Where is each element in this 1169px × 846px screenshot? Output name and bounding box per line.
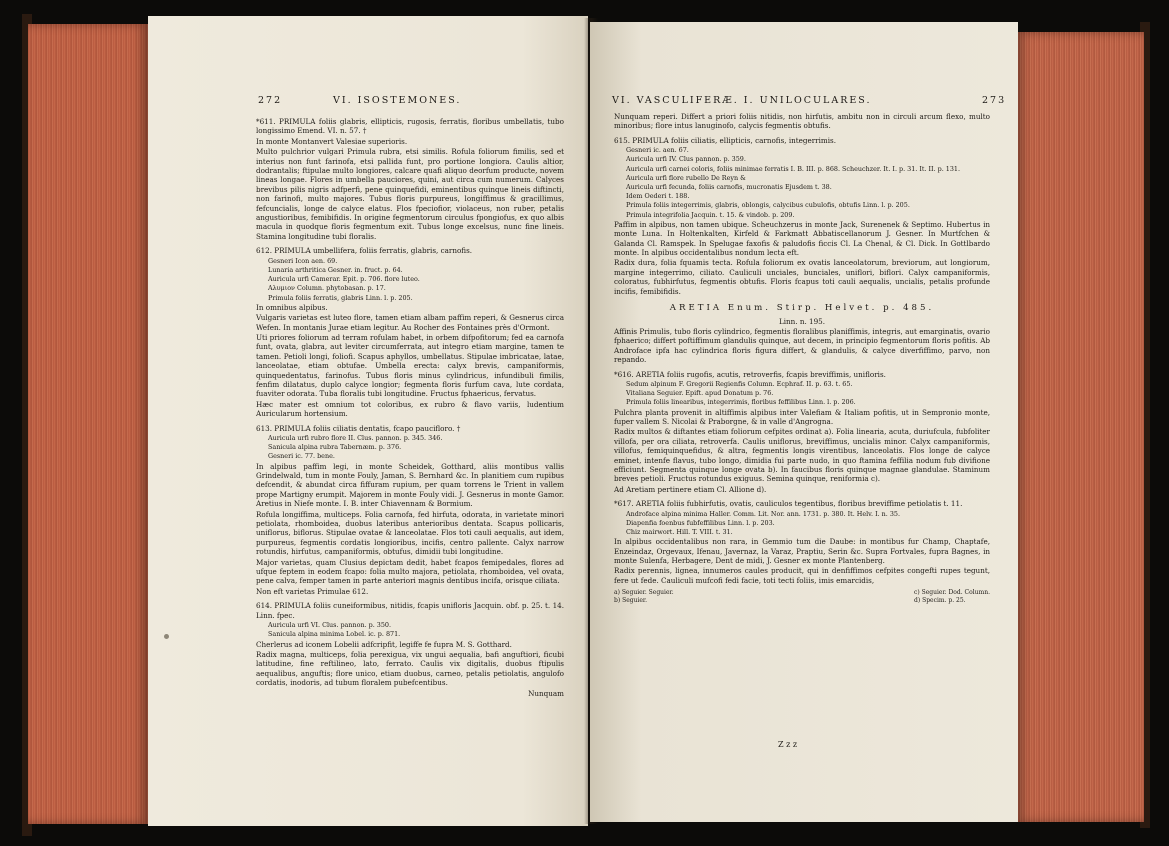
right-paragraph: *616. ARETIA foliis rugofis, acutis, retroverfis, fcapis breviffimis, unifloris.	[614, 369, 886, 379]
footnote: a) Seguier. Seguier.	[614, 589, 674, 597]
paper-hole	[164, 634, 169, 639]
left-paragraph: Non eft varietas Primulae 612.	[256, 586, 369, 596]
left-paragraph: Major varietas, quam Clusius depictam dedit, habet fcapos femipedales, flores ad ufque feptem in eodem fcapo: folia multo majora, petiolata, rhomboidea, vel ovata, pene calva, femper tamen in parte anteriori magnis dentibus incifa, orisque ciliata.	[256, 557, 564, 586]
left-paragraph: Gesneri Icon aen. 69.	[268, 256, 338, 265]
left-paragraph: Auricula urfi VI. Clus. pannon. p. 350.	[268, 621, 392, 630]
left-paragraph: Hæc mater est omnium tot coloribus, ex rubro & flavo variis, ludentium Auricularum hortensium.	[256, 399, 564, 419]
right-page	[590, 22, 1018, 822]
right-paragraph: Auricula urfi IV. Clus pannon. p. 359.	[626, 155, 746, 164]
left-paragraph: Sanicula alpina minima Lobel. ic. p. 871.	[268, 630, 401, 639]
left-page-number: 272	[258, 95, 283, 106]
footnote-group	[614, 589, 674, 604]
right-paragraph: Chiz mairwort. Hill. T. VIII. t. 31.	[626, 528, 733, 537]
left-text-column	[256, 112, 564, 699]
right-paragraph: Ad Aretiam pertinere etiam Cl. Allione d).	[614, 484, 767, 494]
right-paragraph: Auricula urfi flore rubello De Reyn &	[626, 173, 746, 182]
right-paragraph: Pulchra planta provenit in altiffimis alpibus inter Valefiam & Italiam pofitis, ut in Sempronio monte, fuper vallem S. Nicolai & Praborgne, & in valle d'Angrogna.	[614, 407, 990, 426]
footnotes	[614, 589, 990, 604]
right-paragraph: Radix multos & diftantes etiam foliorum cefpites ordinat a). Folia linearia, acuta, duriufcula, fubfoliter villofa, per ora ciliata, retroverfa. Caulis uniflorus, breviffimus, uncialis minor. Calyx campaniformis, villofus, femiquinquefidus, & altra, fegmentis longis virentibus, lanceolatis. Flos longe de calyce eminet, intenfe flavus, tubo longo, dimidia fui parte nudo, in quo ftamina feffilia nodum fub divifione efficiunt. Segmenta quinque longe ovata b). In faucibus floris quinque magnae glandulae. Staminum breves petioli. Fructus rotundus exiguus. Semina quinque, reniformia c).	[614, 427, 990, 484]
left-paragraph: In omnibus alpibus.	[256, 302, 328, 312]
right-paragraph: Paffim in alpibus, non tamen ubique. Scheuchzerus in monte Jack, Surenenek & Septimo. Hubertus in monte Luna. In Holtenkalten, Kirfeld & Farkmatt Abbatiscellanorum J. Gesner. In Murtfchen & Galanda Cl. Ramspek. In Spelugae faxofis & paludofis ficcis Cl. La Chenal, & Cl. Dick. In Gottlbardo monte. In alpibus occidentalibus nondum lecta eft.	[614, 219, 990, 258]
left-paragraph: Αλυμιον Column. phytobasan. p. 17.	[268, 284, 386, 293]
left-paragraph: 614. PRIMULA foliis cuneiformibus, nitidis, fcapis unifloris Jacquin. obf. p. 25. t. 14. Linn. fpec.	[256, 601, 564, 620]
right-paragraph: Nunquam reperi. Differt a priori foliis nitidis, non hirfutis, ambitu non in circuli arcum flexo, multo minoribus; flore intus lanuginofo, calycis fegmentis obtufis.	[614, 112, 990, 131]
right-page-number: 273	[982, 95, 1007, 106]
right-paragraph: Sedum alpinum F. Gregorii Regienfis Column. Ecphraf. II. p. 63. t. 65.	[626, 379, 853, 388]
right-running-head: VI. VASCULIFERÆ. I. UNILOCULARES.	[612, 95, 872, 106]
right-paragraph: ARETIA Enum. Stirp. Helvet. p. 485.	[669, 303, 935, 314]
right-paragraph: Androface alpina minima Haller. Comm. Lit. Nor. ann. 1731. p. 380. It. Helv. I. n. 35.	[626, 509, 901, 518]
left-paragraph: 613. PRIMULA foliis ciliatis dentatis, fcapo paucifloro. †	[256, 423, 461, 433]
left-paragraph: Primula foliis ferratis, glabris Linn. l. p. 205.	[268, 293, 413, 302]
footnote: d) Specim. p. 25.	[914, 596, 966, 604]
right-paragraph: Radix dura, folia fquamis tecta. Rofula foliorum ex ovatis lanceolatorum, breviorum, aut longiorum, margine integerrimo, ciliato. Cauliculi unciales, bunciales, uniflori, biflori. Calyx campaniformis, coloratus, fubhirfutus, fegmentis obtufis. Floris fcapus toti cauli aequalis, uncialis, petalis profunde incifis, femibifidis.	[614, 258, 990, 296]
right-paragraph: In alpibus occidentalibus non rara, in Gemmio tum die Daube: in montibus fur Champ, Chaptafe, Enzeindaz, Orgevaux, Ifenau, Javernaz, la Varaz, Praptiu, Serin &c. Supra Fortvales, fupra Bagnes, in monte Sulenfa, Herbagere, Dent de midi, J. Gesner ex monte Plantenberg.	[614, 537, 990, 566]
left-paragraph: Uti priores foliorum ad terram rofulam habet, in orbem difpofitorum; fed ea carnofa funt, ovata, glabra, aut leviter circumferrata, aut integro etiam margine, tamen te tamen. Petioli longi, foliofi. Scapus aphyllos, umbellatus. Stipulae imbricatae, latae, lanceolatae, etiam obtufae. Umbella erecta: calyx brevis, campaniformis, quinquedentatus, farinofus. Tubus floris minus cylindricus, infundibuli fimilis, fenfim dilatatus, duplo calyce longior; fegmenta floris furfum cava, lute cordata, fuaviter odorata. Tuba floralis tubi longitudine. Fructus fphaericus, fervatus.	[256, 332, 564, 399]
right-paragraph: Auricula urfi fecunda, foliis carnofis, mucronatis Ejusdem t. 38.	[626, 183, 832, 192]
footnote-group	[914, 589, 990, 604]
left-page	[148, 16, 588, 826]
right-paragraph: Primula foliis integerrimis, glabris, oblongis, calycibus cubulofis, obtufis Linn. l. p. 205.	[626, 201, 910, 210]
right-paragraph: Linn. n. 195.	[778, 316, 826, 326]
right-paragraph: 615. PRIMULA foliis ciliatis, ellipticis, carnofis, integerrimis.	[614, 135, 837, 145]
page-edges-left	[28, 24, 148, 824]
right-paragraph: Gesneri ic. aen. 67.	[626, 146, 689, 155]
left-paragraph: Gesneri ic. 77. bene.	[268, 452, 335, 461]
page-edges-right	[1016, 32, 1144, 822]
right-paragraph: Primula foliis linearibus, integerrimis, floribus feffilibus Linn. l. p. 206.	[626, 398, 856, 407]
left-paragraph: Vulgaris varietas est luteo flore, tamen etiam albam paffim reperi, & Gesnerus circa Wefen. In montanis Jurae etiam legitur. Au Rocher des Fontaines près d'Ormont.	[256, 313, 564, 332]
signature-mark: Z z z	[778, 740, 798, 749]
right-paragraph: Idem Oederi t. 188.	[626, 192, 690, 201]
right-text-column	[614, 112, 990, 604]
left-paragraph: In monte Montanvert Valesiae superioris.	[256, 136, 408, 146]
right-paragraph: Radix perennis, lignea, innumeros caules producit, qui in denfiffimos cefpites congefti rupes tegunt, fere ut fede. Cauliculi mufcofi fedi facie, toti tecti foliis, imis emarcidis,	[614, 566, 990, 585]
left-paragraph: Radix magna, multiceps, folia perexigua, vix ungui aequalia, bafi anguftiori, ficubi latitudine, fine reftilineo, lato, ferrato. Caulis vix digitalis, duobus ftipulis aequalibus, anguftis; flore unico, etiam duobus, carneo, petalis petiolatis, angulofo cordatis, inodoris, ad tubum floralem pubefcentibus.	[256, 649, 564, 688]
left-paragraph: In alpibus paffim legi, in monte Scheidek, Gotthard, aliis montibus vallis Grindelwald, tum in monte Fouly, Jaman, S. Bernhard &c. In planitiem cum rupibus defcendit, & abundat circa fiffuram rupium, per quam torrens le Trient in vallem prope Martigny erumpit. Majorem in monte Fouly vidi. J. Gesnerus in monte Gamor. Aretius in Niefe monte. I. B. inter Chiavennam & Bormium.	[256, 461, 564, 509]
footnote: b) Seguier.	[614, 596, 648, 604]
left-paragraph: Auricula urfi Camerar. Epit. p. 706. flore luteo.	[268, 275, 420, 284]
left-paragraph: Cherlerus ad iconem Lobelii adfcripfit, legiffe fe fupra M. S. Gotthard.	[256, 639, 512, 649]
catchword: Nunquam	[528, 688, 564, 698]
right-paragraph: Diapenfia foenbus fubfeffilibus Linn. l. p. 203.	[626, 518, 775, 527]
left-paragraph: *611. PRIMULA foliis glabris, ellipticis, rugosis, ferratis, floribus umbellatis, tubo longissimo Emend. VI. n. 57. †	[256, 117, 564, 136]
left-paragraph: Multo pulchrior vulgari Primula rubra, etsi similis. Rofula foliorum fimilis, sed et interius non funt farinofa, etsi pallida funt, pro portione longiora. Caulis altior, dodrantalis; ftipulae multo longiores, calcare quafi aliquo deorfum producte, novem lineas longae. Flores in umbella pauciores, quini, aut circa cum numerum. Calyces brevibus pilis nigris adfperfi, pene quinquefidi, eminentibus quinque lineis diftincti, non farinofi, multo majores. Tubus floris purpureus, longiffimus & gracillimus, fefcuncialis, longe de calyce elatus. Flos fpeciofior, violaceus, non ruber, petalis angustioribus, femibifidis. In origine fegmentorum circulus fpongiofus, ex quo albis macula in quodque floris fegmentum exit. Tubus longe excelsus, nunc fine lineis. Stamina longitudine tubi floralis.	[256, 147, 564, 241]
left-paragraph: Sanicula alpina rubra Tabernæm. p. 376.	[268, 443, 402, 452]
left-paragraph: Rofula longiffima, multiceps. Folia carnofa, fed hirfuta, odorata, in varietate minori petiolata, rhomboidea, duobus lateribus anterioribus dentata. Scapus pollicaris, uniflorus, biflorus. Stipulae ovatae & lanceolatae. Flos toti cauli aequalis, aut idem, purpureus, fegmentis cordatis longioribus, incifis, centro pallente. Calyx narrow rotundis, hirfutus, campaniformis, obtufus, dimidii tubi longitudine.	[256, 509, 564, 557]
right-paragraph: Auricula urfi carnei coloris, foliis minimae ferratis I. B. III. p. 868. Scheuchzer. It. I. p. 31. It. II. p. 131.	[626, 164, 961, 173]
right-paragraph: Vitaliana Seguier. Epift. apud Donatum p. 76.	[626, 389, 774, 398]
footnote: c) Seguier. Dod. Column.	[914, 589, 990, 597]
open-book	[28, 14, 1144, 836]
right-paragraph: Primula integrifolia Jacquin. t. 15. & vindob. p. 209.	[626, 210, 795, 219]
left-running-head: VI. ISOSTEMONES.	[333, 95, 462, 106]
right-paragraph: *617. ARETIA foliis fubhirfutis, ovatis, cauliculos tegentibus, floribus breviffime petiolatis t. 11.	[614, 499, 963, 509]
left-paragraph: 612. PRIMULA umbellifera, foliis ferratis, glabris, carnofis.	[256, 246, 473, 256]
left-paragraph: Auricula urfi rubro flore II. Clus. pannon. p. 345. 346.	[268, 433, 443, 442]
left-paragraph: Lunaria arthritica Gesner. in. fruct. p. 64.	[268, 265, 403, 274]
right-paragraph: Affinis Primulis, tubo floris cylindrico, fegmentis floralibus planiffimis, integris, aut emarginatis, ovario fphaerico; differt poftiffimum glandulis quinque, aut decem, in principio fegmentorum floris pofitis. Ab Androface ipfa hac cylindrica floris figura differt, & glandulis, & calyce diverfiffimo, parvo, non repando.	[614, 326, 990, 365]
